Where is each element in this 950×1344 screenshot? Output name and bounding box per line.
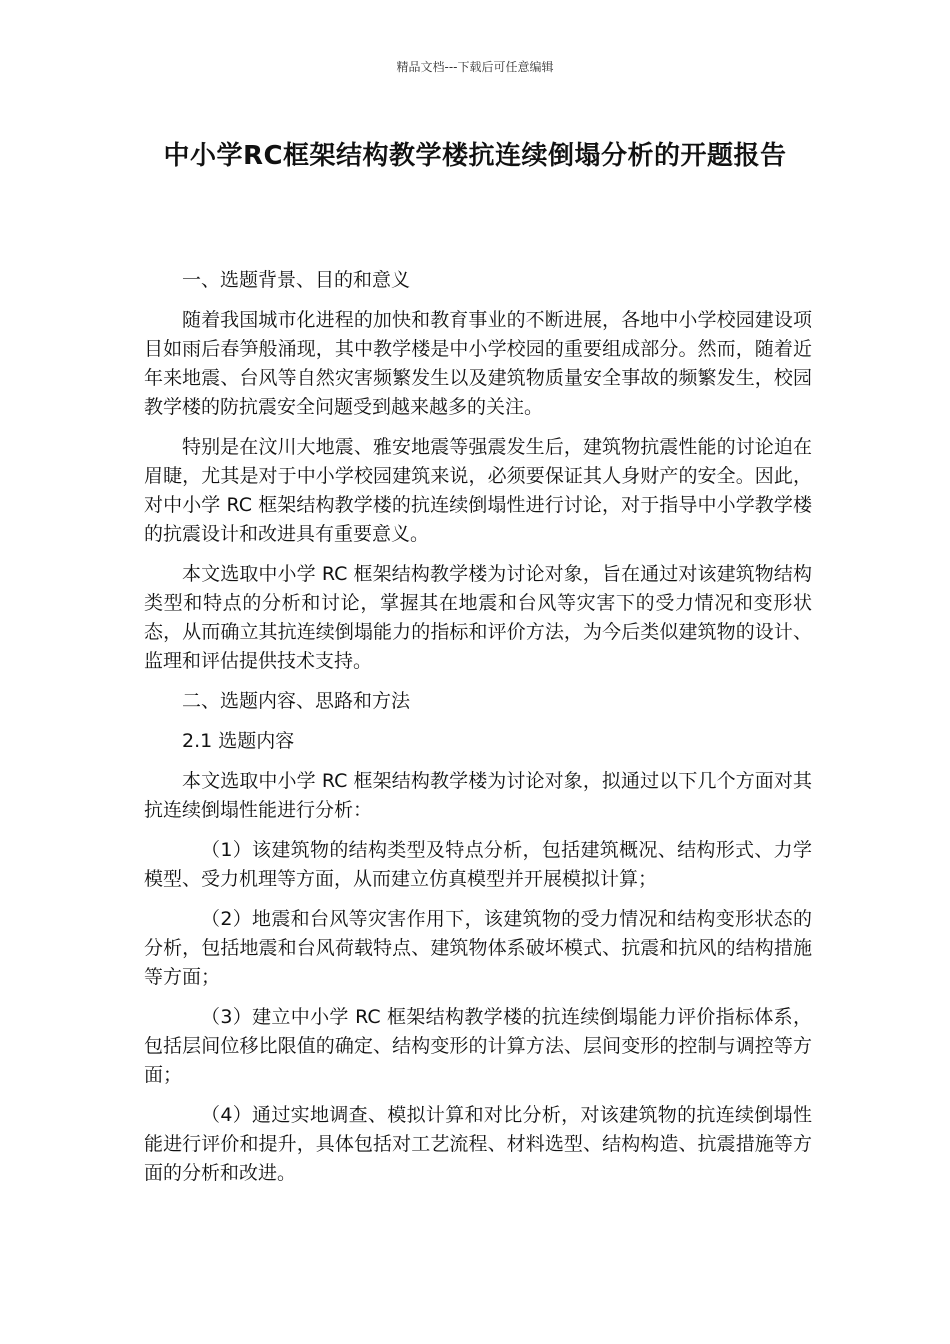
subsection-heading-2-1: 2.1 选题内容 bbox=[182, 730, 295, 752]
header-note: 精品文档---下载后可任意编辑 bbox=[396, 60, 554, 74]
paragraph-objective: 本文选取中小学 RC 框架结构教学楼为讨论对象，旨在通过对该建筑物结构类型和特点的分析和讨论，掌握其在地震和台风等灾害下的受力情况和变形状态，从而确立其抗连续倒塌能力的指标和评价方法，为今后类似建筑物的设计、监理和评估提供技术支持。 bbox=[144, 563, 812, 672]
section-heading-1: 一、选题背景、目的和意义 bbox=[182, 269, 411, 291]
paragraph-content-intro: 本文选取中小学 RC 框架结构教学楼为讨论对象，拟通过以下几个方面对其抗连续倒塌性能进行分析： bbox=[144, 770, 812, 821]
document-body bbox=[144, 266, 812, 1199]
paragraph-background: 随着我国城市化进程的加快和教育事业的不断进展，各地中小学校园建设项目如雨后春笋般涌现，其中教学楼是中小学校园的重要组成部分。然而，随着近年来地震、台风等自然灾害频繁发生以及建筑物质量安全事故的频繁发生，校园教学楼的防抗震安全问题受到越来越多的关注。 bbox=[144, 309, 812, 418]
document-title: 中小学RC框架结构教学楼抗连续倒塌分析的开题报告 bbox=[163, 141, 787, 171]
list-item-2: （2）地震和台风等灾害作用下，该建筑物的受力情况和结构变形状态的分析，包括地震和台风荷载特点、建筑物体系破坏模式、抗震和抗风的结构措施等方面； bbox=[144, 908, 812, 988]
list-item-4: （4）通过实地调查、模拟计算和对比分析，对该建筑物的抗连续倒塌性能进行评价和提升，具体包括对工艺流程、材料选型、结构构造、抗震措施等方面的分析和改进。 bbox=[144, 1104, 812, 1184]
paragraph-significance: 特别是在汶川大地震、雅安地震等强震发生后，建筑物抗震性能的讨论迫在眉睫，尤其是对于中小学校园建筑来说，必须要保证其人身财产的安全。因此，对中小学 RC 框架结构教学楼的抗连续倒塌性进行讨论，对于指导中小学教学楼的抗震设计和改进具有重要意义。 bbox=[144, 436, 812, 545]
list-item-1: （1）该建筑物的结构类型及特点分析，包括建筑概况、结构形式、力学模型、受力机理等方面，从而建立仿真模型并开展模拟计算； bbox=[144, 839, 812, 890]
list-item-3: （3）建立中小学 RC 框架结构教学楼的抗连续倒塌能力评价指标体系，包括层间位移比限值的确定、结构变形的计算方法、层间变形的控制与调控等方面； bbox=[144, 1006, 812, 1086]
section-heading-2: 二、选题内容、思路和方法 bbox=[182, 690, 411, 712]
